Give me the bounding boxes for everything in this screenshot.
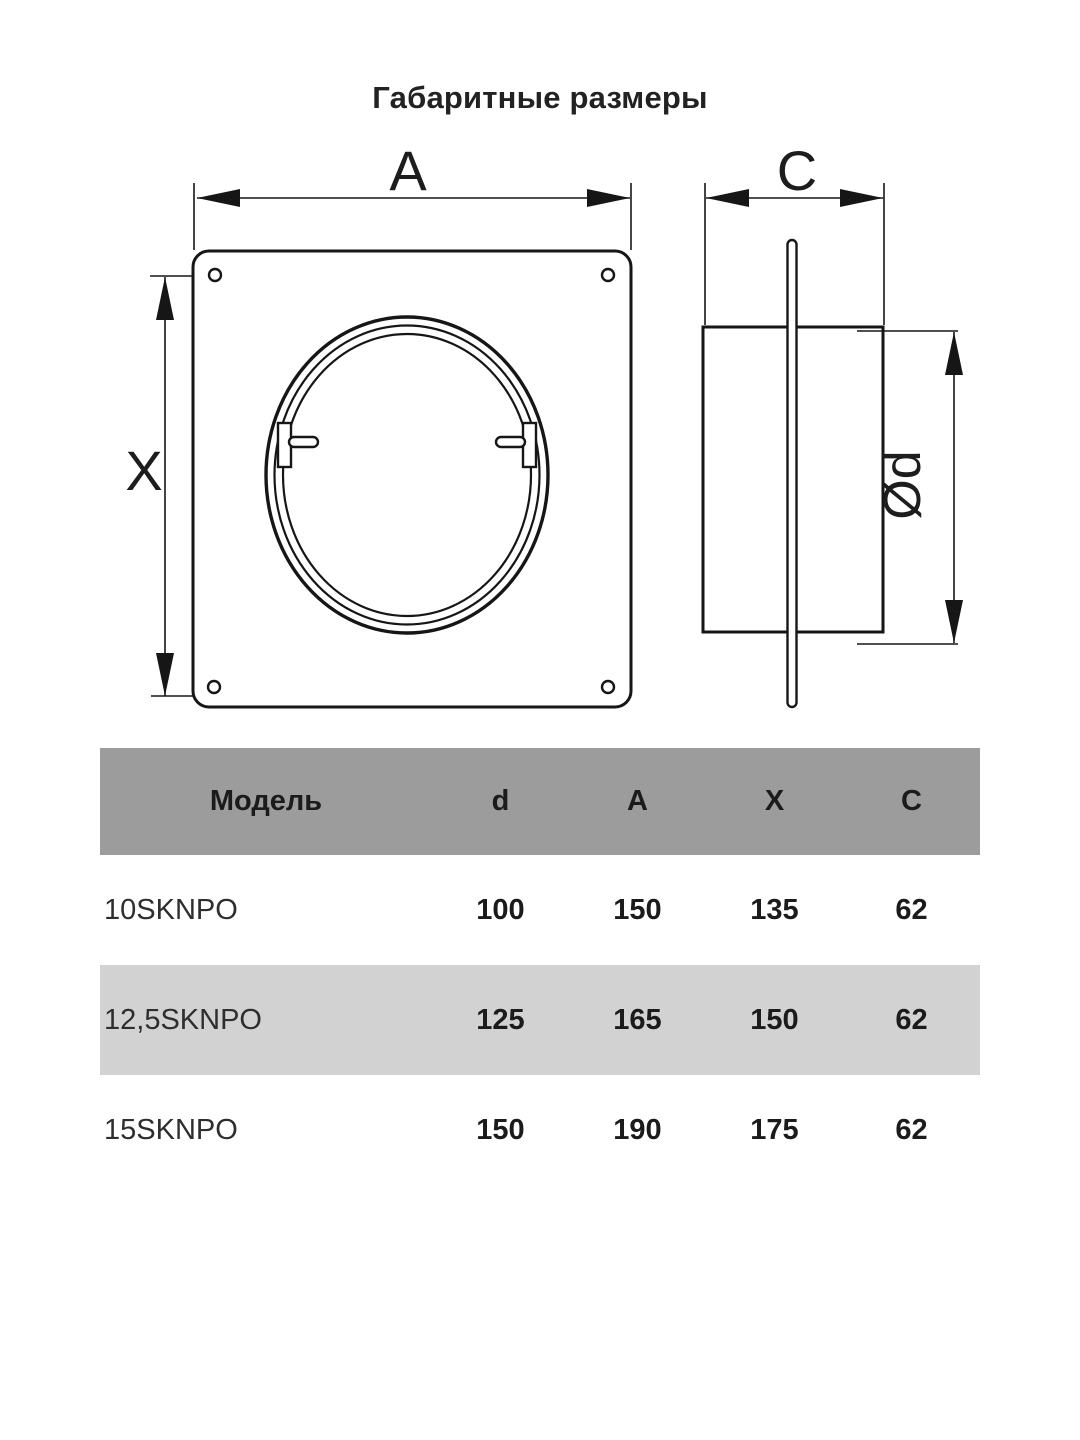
flange-edge <box>788 240 797 707</box>
dim-label-a: A <box>389 139 427 202</box>
header-c: C <box>901 785 922 817</box>
header-model: Модель <box>209 785 323 817</box>
value-a: 190 <box>613 1113 662 1146</box>
dim-label-x: X <box>125 439 163 502</box>
value-c: 62 <box>895 1003 928 1036</box>
table-row <box>100 1075 980 1185</box>
header-x: X <box>764 785 785 817</box>
table-row <box>100 965 980 1075</box>
page-title: Габаритные размеры <box>372 80 708 115</box>
table-header-row <box>100 748 980 855</box>
value-a: 165 <box>613 1003 662 1036</box>
model-name: 12,5SKNPO <box>104 1003 262 1036</box>
value-c: 62 <box>895 893 928 926</box>
spec-table <box>100 748 980 1185</box>
value-d: 125 <box>476 1003 525 1036</box>
front-view <box>125 139 631 707</box>
table-row <box>100 855 980 965</box>
value-c: 62 <box>895 1113 928 1146</box>
value-a: 150 <box>613 893 662 926</box>
model-name: 15SKNPO <box>104 1113 238 1146</box>
header-d: d <box>491 785 510 817</box>
model-name: 10SKNPO <box>104 893 238 926</box>
duct-spigot <box>266 317 548 633</box>
value-d: 150 <box>476 1113 525 1146</box>
value-d: 100 <box>476 893 525 926</box>
value-x: 175 <box>750 1113 799 1146</box>
value-x: 135 <box>750 893 799 926</box>
dim-label-c: C <box>776 139 818 202</box>
header-a: A <box>627 785 648 817</box>
side-view <box>703 139 963 707</box>
value-x: 150 <box>750 1003 799 1036</box>
dim-label-diameter: Ød <box>874 450 932 520</box>
dimension-a <box>194 139 631 250</box>
